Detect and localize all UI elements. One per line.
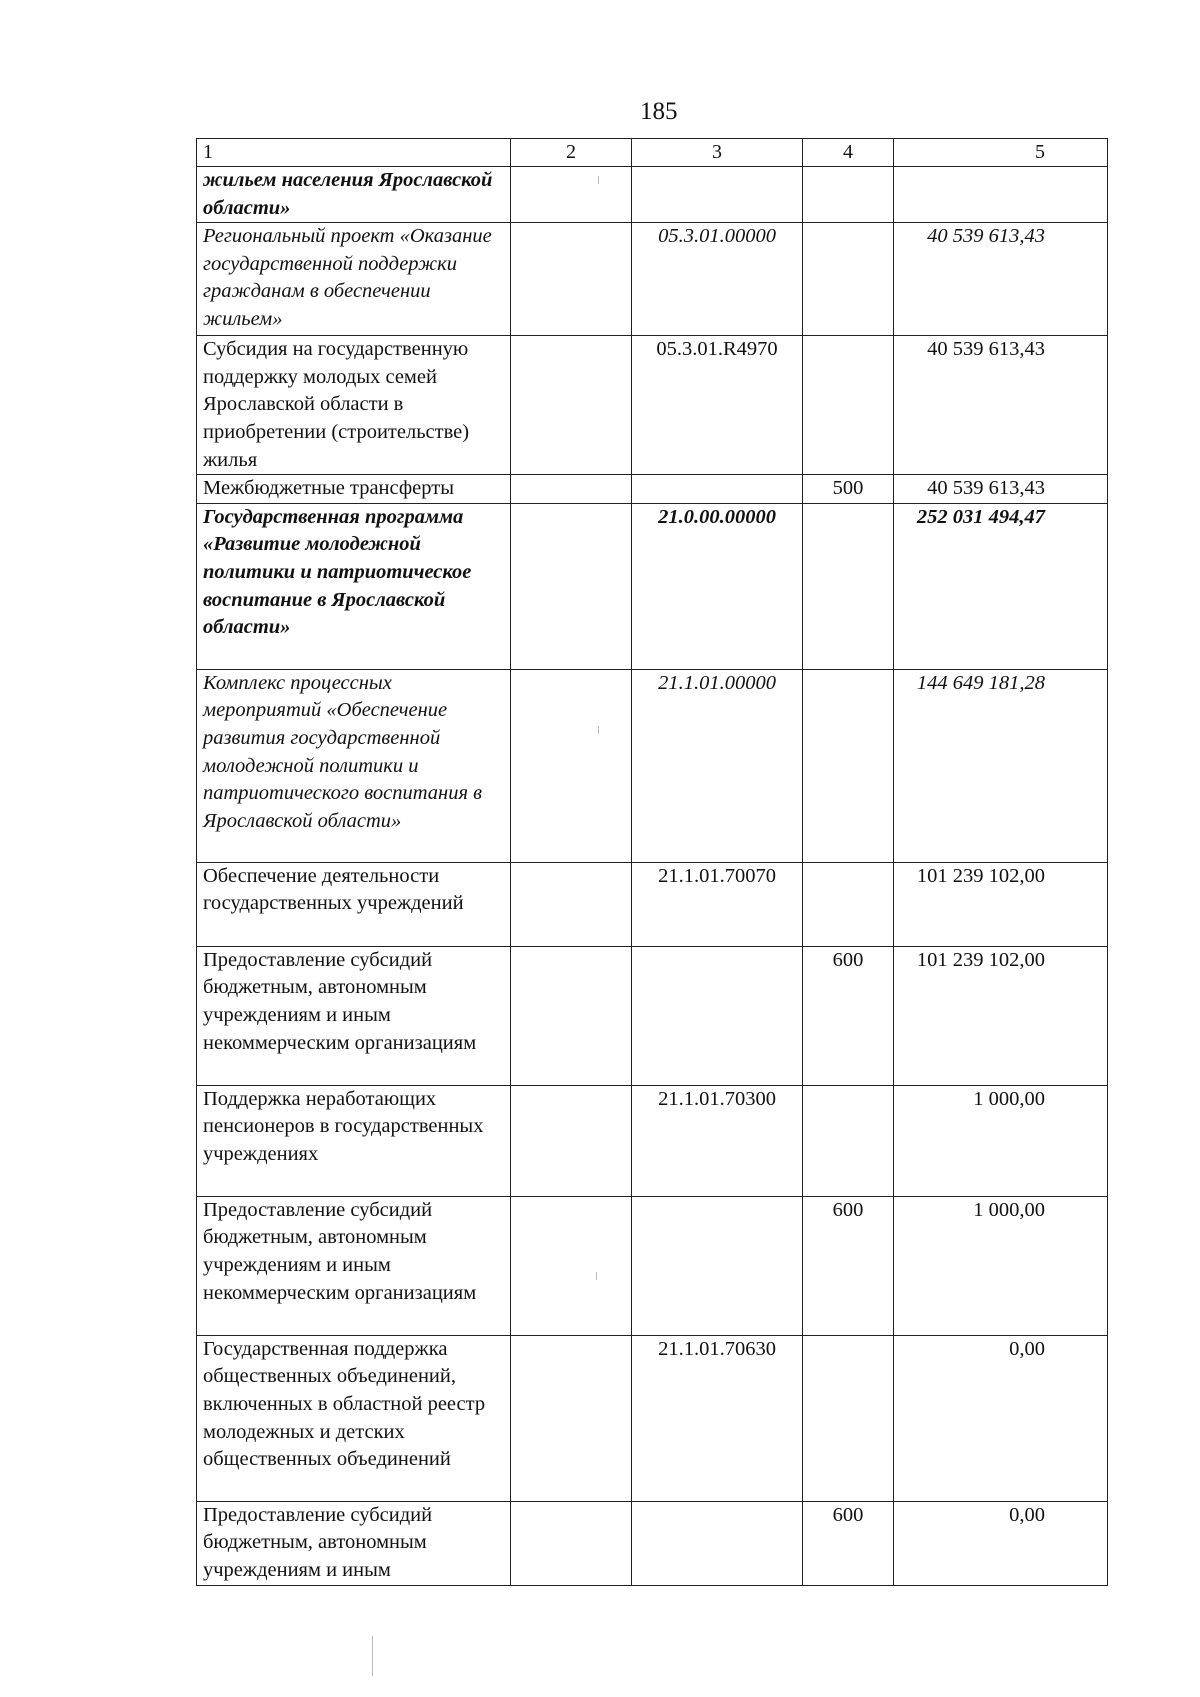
- row-name: Межбюджетные трансферты: [197, 475, 511, 504]
- header-row: [197, 139, 1108, 167]
- row-col-2: [511, 475, 632, 504]
- row-name: Предоставление субсидий бюджетным, автономным учреждениям и иным некоммерческим организациям: [197, 946, 511, 1085]
- table-row: [197, 669, 1108, 862]
- row-type: [803, 669, 894, 862]
- row-type: [803, 503, 894, 669]
- row-code: [632, 167, 803, 223]
- table-body: [197, 167, 1108, 1586]
- row-col-2: [511, 862, 632, 946]
- table-row: [197, 1335, 1108, 1501]
- row-name: Обеспечение деятельности государственных учреждений: [197, 862, 511, 946]
- row-name: Поддержка неработающих пенсионеров в государственных учреждениях: [197, 1085, 511, 1196]
- table-row: [197, 1196, 1108, 1335]
- row-amount: 40 539 613,43: [894, 223, 1108, 336]
- row-col-2: [511, 1196, 632, 1335]
- row-col-2: [511, 503, 632, 669]
- row-col-2: [511, 167, 632, 223]
- row-type: 600: [803, 946, 894, 1085]
- row-code: 21.1.01.70630: [632, 1335, 803, 1501]
- header-col-1: 1: [197, 139, 511, 167]
- table-row: [197, 1501, 1108, 1585]
- page-number: 185: [640, 98, 678, 125]
- row-code: 05.3.01.00000: [632, 223, 803, 336]
- row-col-2: [511, 669, 632, 862]
- row-name: Государственная поддержка общественных объединений, включенных в областной реестр молодежных и детских общественных объединений: [197, 1335, 511, 1501]
- scan-mark: [596, 1272, 597, 1280]
- scan-mark: [372, 1636, 373, 1676]
- row-type: 600: [803, 1501, 894, 1585]
- row-type: [803, 1335, 894, 1501]
- row-type: 500: [803, 475, 894, 504]
- row-col-2: [511, 1085, 632, 1196]
- header-col-2: 2: [511, 139, 632, 167]
- row-col-2: [511, 336, 632, 475]
- table-row: [197, 167, 1108, 223]
- row-type: [803, 336, 894, 475]
- row-amount: [894, 167, 1108, 223]
- row-code: [632, 1196, 803, 1335]
- row-amount: 40 539 613,43: [894, 475, 1108, 504]
- row-type: [803, 223, 894, 336]
- table-row: [197, 223, 1108, 336]
- table-row: [197, 1085, 1108, 1196]
- row-amount: 1 000,00: [894, 1085, 1108, 1196]
- table-row: [197, 862, 1108, 946]
- row-amount: 0,00: [894, 1501, 1108, 1585]
- row-type: [803, 1085, 894, 1196]
- row-col-2: [511, 223, 632, 336]
- row-code: 21.0.00.00000: [632, 503, 803, 669]
- scan-mark: [598, 176, 599, 184]
- table-row: [197, 475, 1108, 504]
- row-name: Субсидия на государственную поддержку молодых семей Ярославской области в приобретении (строительстве) жилья: [197, 336, 511, 475]
- row-amount: 252 031 494,47: [894, 503, 1108, 669]
- row-code: [632, 946, 803, 1085]
- table-row: [197, 336, 1108, 475]
- header-col-5: 5: [894, 139, 1108, 167]
- row-code: [632, 475, 803, 504]
- row-name: Региональный проект «Оказание государственной поддержки гражданам в обеспечении жильем»: [197, 223, 511, 336]
- row-name: Государственная программа «Развитие молодежной политики и патриотическое воспитание в Ярославской области»: [197, 503, 511, 669]
- budget-table: [196, 138, 1108, 1586]
- row-code: [632, 1501, 803, 1585]
- row-amount: 40 539 613,43: [894, 336, 1108, 475]
- row-amount: 1 000,00: [894, 1196, 1108, 1335]
- row-amount: 144 649 181,28: [894, 669, 1108, 862]
- row-col-2: [511, 1501, 632, 1585]
- row-type: 600: [803, 1196, 894, 1335]
- row-code: 21.1.01.00000: [632, 669, 803, 862]
- row-name: жильем населения Ярославской области»: [197, 167, 511, 223]
- row-col-2: [511, 1335, 632, 1501]
- row-col-2: [511, 946, 632, 1085]
- row-name: Предоставление субсидий бюджетным, автономным учреждениям и иным некоммерческим организациям: [197, 1196, 511, 1335]
- row-amount: 101 239 102,00: [894, 946, 1108, 1085]
- table-row: [197, 946, 1108, 1085]
- header-col-4: 4: [803, 139, 894, 167]
- row-name: Предоставление субсидий бюджетным, автономным учреждениям и иным: [197, 1501, 511, 1585]
- row-type: [803, 167, 894, 223]
- header-col-3: 3: [632, 139, 803, 167]
- row-code: 21.1.01.70300: [632, 1085, 803, 1196]
- row-amount: 0,00: [894, 1335, 1108, 1501]
- row-code: 21.1.01.70070: [632, 862, 803, 946]
- scan-mark: [598, 726, 599, 734]
- table-row: [197, 503, 1108, 669]
- row-name: Комплекс процессных мероприятий «Обеспечение развития государственной молодежной политики и патриотического воспитания в Ярославской области»: [197, 669, 511, 862]
- row-code: 05.3.01.R4970: [632, 336, 803, 475]
- row-type: [803, 862, 894, 946]
- row-amount: 101 239 102,00: [894, 862, 1108, 946]
